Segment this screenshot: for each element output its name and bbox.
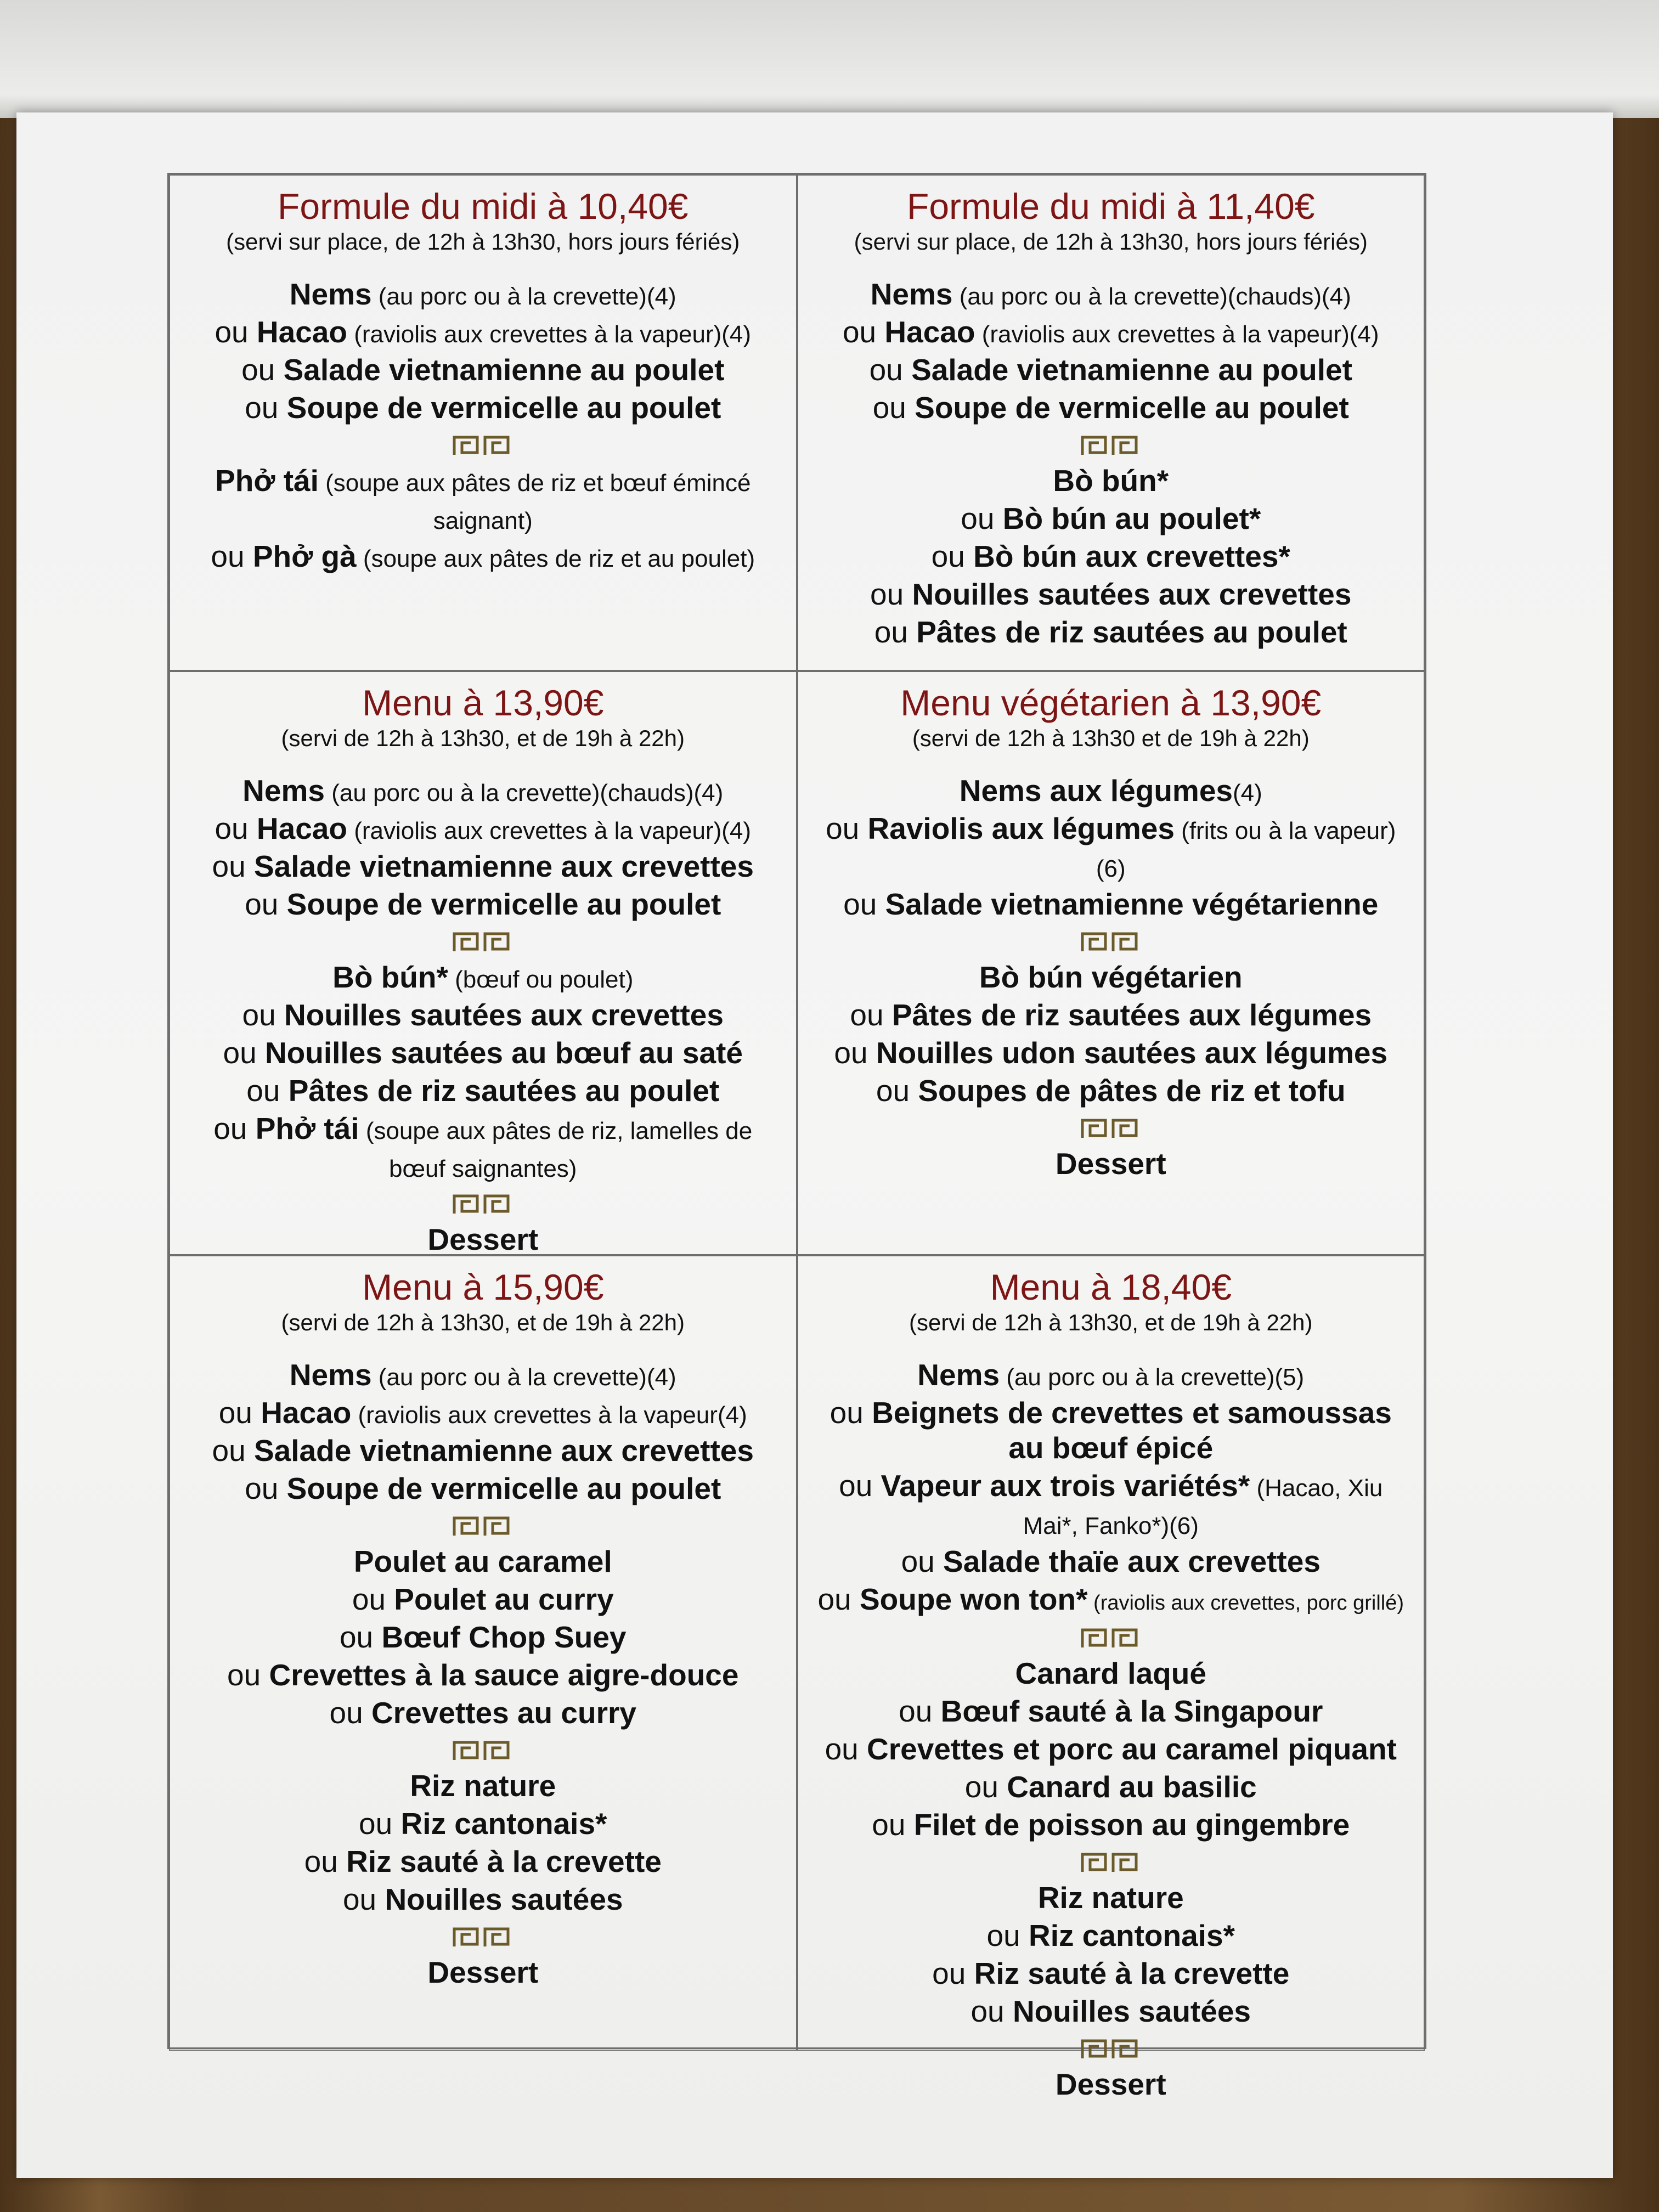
menu-item-prefix: ou: [215, 315, 257, 349]
menu-item-note: (Hacao, Xiu Mai*, Fanko*)(6): [1023, 1475, 1383, 1539]
menu-item-name: Soupe de vermicelle au poulet: [286, 391, 721, 425]
menu-item: [187, 1657, 780, 1695]
menu-item: [187, 1582, 780, 1620]
menu-item-prefix: ou: [961, 501, 1003, 535]
menu-item-name: Riz nature: [410, 1769, 556, 1803]
menu-card: [797, 671, 1425, 1255]
menu-grid: [167, 173, 1426, 2101]
menu-item-prefix: ou: [212, 849, 254, 883]
menu-item-name: Hacao: [261, 1396, 352, 1430]
menu-item: [187, 1955, 780, 1993]
menu-item: [187, 960, 780, 997]
menu-item: [815, 276, 1408, 314]
menu-item: [187, 539, 780, 577]
menu-item: [815, 1694, 1408, 1731]
menu-hours: (servi de 12h à 13h30, et de 19h à 22h): [909, 1310, 1313, 1335]
menu-item: [187, 1222, 780, 1260]
menu-item-prefix: ou: [242, 998, 284, 1032]
menu-item-name: Nems: [289, 277, 372, 311]
menu-item: [815, 997, 1408, 1035]
menu-item-prefix: ou: [899, 1694, 941, 1728]
greek-key-ornament-icon: [815, 1621, 1408, 1656]
menu-item-name: Riz sauté à la crevette: [974, 1956, 1290, 1990]
menu-card: [169, 174, 797, 671]
menu-item-prefix: ou: [834, 1036, 876, 1070]
menu-item-name: Salade vietnamienne végétarienne: [885, 887, 1379, 921]
menu-item: [815, 501, 1408, 539]
menu-item: [187, 1471, 780, 1509]
menu-item-name: Riz nature: [1037, 1881, 1184, 1915]
menu-item-name: Soupe de vermicelle au poulet: [286, 887, 721, 921]
menu-item-name: Soupe won ton*: [859, 1582, 1088, 1616]
menu-item-name: Nems: [870, 277, 953, 311]
menu-item: [815, 1146, 1408, 1184]
menu-item-name: Dessert: [1055, 2067, 1166, 2101]
menu-item: [187, 1433, 780, 1471]
menu-item-prefix: ou: [830, 1396, 872, 1430]
menu-item-name: Bò bún aux crevettes*: [973, 539, 1290, 573]
menu-item: [187, 773, 780, 811]
menu-item-note: (bœuf ou poulet): [448, 966, 634, 993]
menu-item-name: Nouilles sautées aux crevettes: [284, 998, 724, 1032]
menu-item-name: Nems: [917, 1358, 1000, 1392]
menu-item-prefix: ou: [227, 1658, 269, 1692]
menu-item-name: Dessert: [427, 1222, 539, 1256]
menu-item-prefix: ou: [932, 1956, 974, 1990]
menu-hours: (servi de 12h à 13h30, et de 19h à 22h): [281, 1310, 685, 1335]
menu-item-name: Vapeur aux trois variétés*: [881, 1469, 1250, 1503]
menu-item-name: Nouilles sautées aux crevettes: [912, 577, 1352, 611]
menu-item: [815, 1468, 1408, 1544]
menu-card: [797, 1255, 1425, 2101]
menu-item-name: Filet de poisson au gingembre: [913, 1808, 1350, 1842]
menu-item-name: Crevettes à la sauce aigre-douce: [269, 1658, 739, 1692]
menu-item-name: Bò bún*: [332, 960, 448, 994]
menu-hours: (servi sur place, de 12h à 13h30, hors jours fériés): [226, 229, 740, 255]
menu-item: [187, 314, 780, 352]
greek-key-ornament-icon: [187, 1187, 780, 1222]
menu-title: Formule du midi à 11,40€: [907, 186, 1315, 227]
menu-item: [187, 1357, 780, 1395]
paper-top-edge: [0, 0, 1659, 118]
menu-item-note: (soupe aux pâtes de riz, lamelles de bœuf saignantes): [359, 1118, 753, 1182]
menu-hours: (servi de 12h à 13h30, et de 19h à 22h): [281, 725, 685, 751]
menu-item-prefix: ou: [215, 811, 257, 845]
menu-item: [187, 1882, 780, 1920]
menu-item-name: Bœuf sauté à la Singapour: [940, 1694, 1323, 1728]
menu-item-prefix: ou: [218, 1396, 261, 1430]
menu-item-prefix: ou: [850, 998, 892, 1032]
menu-title: Menu à 18,40€: [990, 1267, 1232, 1307]
menu-item-prefix: ou: [352, 1582, 394, 1616]
menu-item-name: Riz cantonais*: [1029, 1918, 1235, 1953]
menu-item-prefix: ou: [870, 577, 912, 611]
menu-item-prefix: ou: [986, 1918, 1029, 1953]
menu-item-note: (frits ou à la vapeur)(6): [1096, 817, 1396, 882]
menu-item-prefix: ou: [825, 1732, 867, 1766]
menu-item-name: Dessert: [1055, 1147, 1166, 1181]
menu-item-prefix: ou: [931, 539, 974, 573]
menu-item: [815, 1035, 1408, 1073]
menu-item: [815, 1582, 1408, 1621]
menu-item: [187, 276, 780, 314]
menu-item: [815, 1395, 1408, 1468]
greek-key-ornament-icon: [187, 924, 780, 960]
menu-item-name: Canard au basilic: [1007, 1770, 1257, 1804]
menu-item: [815, 1073, 1408, 1111]
menu-item-prefix: ou: [901, 1544, 944, 1578]
menu-hours: (servi de 12h à 13h30 et de 19h à 22h): [912, 725, 1310, 751]
menu-item-name: Canard laqué: [1015, 1656, 1206, 1690]
menu-item-name: Pâtes de riz sautées au poulet: [916, 615, 1347, 649]
menu-item: [815, 1357, 1408, 1395]
menu-item-name: Soupes de pâtes de riz et tofu: [918, 1074, 1346, 1108]
menu-item-note: (au porc ou à la crevette)(chauds)(4): [324, 780, 724, 806]
greek-key-ornament-icon: [815, 2032, 1408, 2067]
menu-item-prefix: ou: [245, 1471, 287, 1505]
menu-item: [815, 1956, 1408, 1994]
menu-item-name: Dessert: [427, 1955, 539, 1989]
menu-item: [187, 352, 780, 390]
menu-item: [815, 1731, 1408, 1769]
menu-item-prefix: ou: [342, 1882, 385, 1916]
menu-item-prefix: ou: [245, 887, 287, 921]
menu-item-prefix: ou: [245, 391, 287, 425]
menu-item-prefix: ou: [211, 539, 253, 573]
menu-item: [815, 1807, 1408, 1845]
menu-item-note: (raviolis aux crevettes à la vapeur)(4): [975, 321, 1379, 348]
menu-item-name: Bœuf Chop Suey: [381, 1620, 627, 1654]
menu-item-prefix: ou: [212, 1434, 254, 1468]
menu-item-name: Bò bún*: [1053, 464, 1169, 498]
menu-item-note: (raviolis aux crevettes, porc grillé): [1087, 1592, 1404, 1615]
menu-item-name: Poulet au curry: [394, 1582, 614, 1616]
menu-title: Menu végétarien à 13,90€: [900, 682, 1322, 723]
menu-item: [815, 811, 1408, 887]
menu-item-name: Nouilles udon sautées aux légumes: [876, 1036, 1388, 1070]
menu-item: [815, 960, 1408, 997]
menu-item: [815, 1880, 1408, 1918]
menu-item-name: Pâtes de riz sautées au poulet: [288, 1074, 720, 1108]
menu-card: [797, 174, 1425, 671]
greek-key-ornament-icon: [815, 924, 1408, 960]
menu-item: [187, 1395, 780, 1433]
menu-item: [815, 2067, 1408, 2104]
menu-item-prefix: ou: [843, 887, 885, 921]
menu-item: [187, 1073, 780, 1111]
menu-item-prefix: ou: [842, 315, 885, 349]
menu-item: [187, 1111, 780, 1187]
greek-key-ornament-icon: [187, 1920, 780, 1955]
menu-title: Menu à 13,90€: [362, 682, 604, 723]
menu-item-name: Poulet au caramel: [353, 1544, 612, 1578]
menu-item-name: Nouilles sautées: [1012, 1994, 1251, 2028]
menu-item: [187, 463, 780, 539]
menu-item-prefix: ou: [359, 1807, 401, 1841]
menu-item: [187, 1695, 780, 1733]
menu-item: [187, 849, 780, 887]
menu-item-name: Phở gà: [252, 539, 357, 573]
greek-key-ornament-icon: [187, 428, 780, 463]
menu-item: [815, 577, 1408, 614]
menu-item: [187, 887, 780, 924]
greek-key-ornament-icon: [187, 1733, 780, 1768]
menu-card: [169, 1255, 797, 2051]
menu-item: [815, 463, 1408, 501]
menu-item-name: Hacao: [256, 315, 347, 349]
menu-item-prefix: ou: [241, 353, 284, 387]
menu-item-prefix: ou: [246, 1074, 289, 1108]
menu-item-name: Hacao: [884, 315, 975, 349]
menu-item: [187, 811, 780, 849]
menu-item-note: (au porc ou à la crevette)(chauds)(4): [952, 283, 1351, 310]
menu-item-note: (raviolis aux crevettes à la vapeur)(4): [347, 321, 752, 348]
menu-item: [815, 314, 1408, 352]
menu-item-note: (soupe aux pâtes de riz et bœuf émincé saignant): [318, 470, 751, 534]
menu-item-name: Salade thaïe aux crevettes: [943, 1544, 1321, 1578]
menu-item-name: Bò bún au poulet*: [1002, 501, 1261, 535]
greek-key-ornament-icon: [187, 1509, 780, 1544]
menu-item-name: Beignets de crevettes et samoussas au bœuf épicé: [872, 1396, 1392, 1465]
menu-item: [187, 1806, 780, 1844]
menu-item-note: (raviolis aux crevettes à la vapeur(4): [351, 1402, 747, 1429]
menu-item-name: Pâtes de riz sautées aux légumes: [891, 998, 1372, 1032]
menu-item-note: (raviolis aux crevettes à la vapeur)(4): [347, 817, 752, 844]
greek-key-ornament-icon: [815, 1111, 1408, 1146]
menu-item-prefix: ou: [213, 1111, 256, 1146]
menu-item-name: Salade vietnamienne au poulet: [911, 353, 1352, 387]
menu-item-name: Soupe de vermicelle au poulet: [286, 1471, 721, 1505]
menu-item-name: Riz sauté à la crevette: [346, 1844, 662, 1878]
greek-key-ornament-icon: [815, 428, 1408, 463]
menu-item: [187, 1620, 780, 1657]
menu-title: Formule du midi à 10,40€: [278, 186, 689, 227]
menu-item: [187, 1844, 780, 1882]
menu-title: Menu à 15,90€: [362, 1267, 604, 1307]
menu-item-prefix: ou: [874, 615, 917, 649]
menu-hours: (servi sur place, de 12h à 13h30, hors jours fériés): [854, 229, 1368, 255]
menu-item-prefix: ou: [876, 1074, 918, 1108]
menu-item-prefix: ou: [817, 1582, 860, 1616]
menu-item-name: Nems: [289, 1358, 372, 1392]
menu-item: [187, 1544, 780, 1582]
menu-item-name: Raviolis aux légumes: [867, 811, 1175, 845]
menu-item-note: (au porc ou à la crevette)(4): [371, 283, 676, 310]
menu-item: [187, 1768, 780, 1806]
menu-item-prefix: ou: [223, 1036, 265, 1070]
menu-item-name: Phở tái: [215, 464, 319, 498]
menu-item-note: (au porc ou à la crevette)(5): [1000, 1364, 1305, 1391]
menu-item-note: (au porc ou à la crevette)(4): [371, 1364, 676, 1391]
menu-card: [169, 671, 797, 1255]
menu-item-note: (4): [1233, 780, 1262, 806]
menu-item: [815, 539, 1408, 577]
menu-item-prefix: ou: [329, 1696, 371, 1730]
menu-item: [815, 887, 1408, 924]
menu-item: [815, 352, 1408, 390]
menu-item-prefix: ou: [869, 353, 912, 387]
menu-item-prefix: ou: [872, 391, 915, 425]
menu-item-note: (soupe aux pâtes de riz et au poulet): [356, 545, 755, 572]
menu-item-name: Crevettes et porc au caramel piquant: [867, 1732, 1397, 1766]
menu-item-name: Bò bún végétarien: [979, 960, 1243, 994]
menu-item-prefix: ou: [970, 1994, 1013, 2028]
menu-item-prefix: ou: [839, 1469, 881, 1503]
menu-item-name: Riz cantonais*: [400, 1807, 607, 1841]
menu-item-name: Salade vietnamienne aux crevettes: [253, 1434, 754, 1468]
menu-item: [815, 1918, 1408, 1956]
menu-item: [815, 614, 1408, 652]
menu-item-name: Nems aux légumes: [959, 774, 1233, 808]
menu-item-name: Salade vietnamienne au poulet: [283, 353, 725, 387]
menu-item-name: Salade vietnamienne aux crevettes: [253, 849, 754, 883]
menu-item-prefix: ou: [826, 811, 868, 845]
menu-item: [815, 1769, 1408, 1807]
menu-item-name: Nouilles sautées: [385, 1882, 623, 1916]
menu-item-name: Crevettes au curry: [371, 1696, 636, 1730]
menu-item-name: Phở tái: [255, 1111, 359, 1146]
menu-item-name: Soupe de vermicelle au poulet: [915, 391, 1349, 425]
menu-item: [187, 1035, 780, 1073]
menu-item-name: Hacao: [256, 811, 347, 845]
menu-item-prefix: ou: [304, 1844, 347, 1878]
menu-item: [815, 1994, 1408, 2032]
menu-item-prefix: ou: [872, 1808, 914, 1842]
menu-item: [815, 1544, 1408, 1582]
menu-item: [815, 390, 1408, 428]
menu-item-prefix: ou: [339, 1620, 382, 1654]
menu-item-prefix: ou: [964, 1770, 1007, 1804]
greek-key-ornament-icon: [815, 1845, 1408, 1880]
menu-item-name: Nems: [242, 774, 325, 808]
menu-item: [815, 1656, 1408, 1694]
menu-item: [187, 390, 780, 428]
menu-item-name: Nouilles sautées au bœuf au saté: [264, 1036, 743, 1070]
menu-item: [815, 773, 1408, 811]
menu-item: [187, 997, 780, 1035]
